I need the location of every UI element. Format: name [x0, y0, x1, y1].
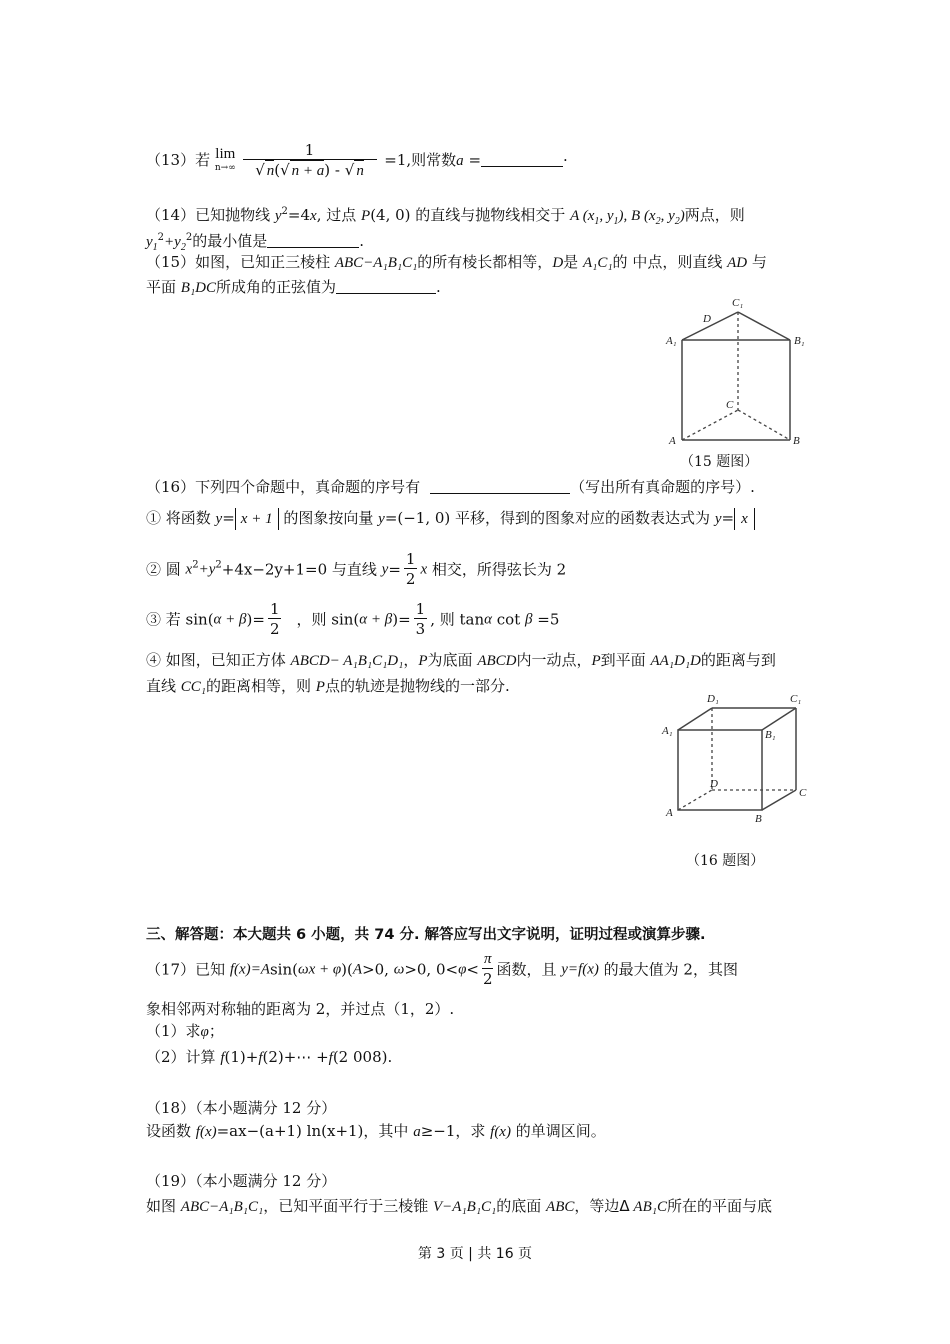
t: sin( — [269, 960, 298, 979]
frac-half-2 — [268, 600, 282, 639]
label-b: B — [755, 813, 762, 825]
t: 直线 — [146, 677, 181, 695]
q13-den-n: n — [265, 160, 275, 181]
q16-line-1 — [146, 477, 755, 497]
t: f — [258, 1050, 263, 1066]
t: )= — [392, 610, 411, 629]
label-a1: A₁ — [666, 335, 677, 347]
t: >0, — [362, 960, 394, 979]
t: （2）计算 — [146, 1048, 221, 1066]
t: x — [420, 561, 428, 578]
t: 是 — [563, 253, 583, 271]
t: >0, 0< — [404, 960, 459, 979]
t: α — [484, 611, 493, 628]
q19-line-2 — [146, 1196, 772, 1217]
t: D — [552, 255, 564, 271]
t: , y — [660, 208, 675, 224]
t: 为底面 — [427, 651, 478, 669]
cube-figure — [656, 690, 816, 826]
q16-prop-4-line-1 — [146, 650, 776, 671]
t: β — [525, 611, 533, 628]
t: =ax−(a+1) ln(x+1)，其中 — [216, 1122, 414, 1140]
t: 2 — [215, 559, 222, 571]
t: y — [215, 511, 223, 527]
t: (x) — [494, 1124, 511, 1140]
t: AA₁D₁D — [650, 653, 701, 669]
t: =A — [250, 961, 270, 978]
t: ，则 sin( — [296, 610, 360, 629]
t: 的单调区间。 — [510, 1122, 606, 1140]
q13-den-inner: n + a — [290, 160, 325, 181]
label-a1: A₁ — [662, 725, 673, 737]
t: )( — [341, 960, 353, 979]
t: AB₁C — [629, 1199, 667, 1215]
t: 1 — [594, 216, 600, 227]
label-b: B — [793, 435, 800, 447]
t: B₁DC — [180, 280, 216, 296]
t: 函数，且 — [496, 960, 562, 979]
t: 3 — [415, 620, 426, 638]
t: 2 — [185, 232, 193, 243]
label-c1: C₁ — [732, 297, 744, 309]
t: （16）下列四个命题中，真命题的序号有 — [146, 478, 421, 496]
t: x — [310, 208, 317, 224]
t: 1 — [269, 600, 280, 618]
q17-line-1 — [146, 950, 738, 994]
label-d: D — [710, 778, 718, 790]
t: AD — [727, 255, 748, 271]
t: 所在的平面与底 — [666, 1197, 772, 1215]
q16-answer-blank[interactable] — [430, 477, 570, 494]
t: (2)+⋯ + — [262, 1048, 329, 1066]
label-a: A — [666, 807, 673, 819]
t: (1)+ — [224, 1048, 259, 1066]
q16-prop-1 — [146, 508, 755, 532]
cube-front-face — [678, 730, 762, 810]
t: ，等边 — [574, 1197, 620, 1215]
page-footer: 第 3 页 | 共 16 页 — [417, 1246, 533, 1262]
t: ABC−A₁B₁C₁ — [180, 1199, 264, 1215]
t: （15）如图，已知正三棱柱 — [146, 253, 335, 271]
t: π — [483, 951, 492, 967]
edge-ac-hidden — [682, 410, 738, 440]
q13-den-tail: n — [354, 160, 364, 181]
t: ， — [403, 651, 419, 669]
prism-figure — [660, 292, 820, 452]
t: 2 — [281, 206, 288, 217]
t: 1 — [415, 600, 426, 618]
t: < — [466, 960, 479, 979]
t: 与 — [747, 253, 767, 271]
t: ), B (x — [618, 208, 656, 224]
t: 设函数 — [146, 1122, 196, 1140]
t: ≥−1，求 — [420, 1122, 491, 1140]
t: y — [274, 208, 282, 224]
t: （14）已知抛物线 — [146, 206, 275, 224]
t: =5 — [532, 610, 560, 629]
t: +y — [198, 561, 216, 578]
label-d1: D₁ — [707, 693, 719, 705]
t: 两点，则 — [684, 206, 745, 224]
t: =(−1, 0) 平移，得到的图象对应的函数表达式为 — [384, 509, 715, 527]
t: f — [229, 961, 235, 978]
t: x — [185, 561, 193, 578]
t: . — [359, 232, 364, 250]
t: （17）已知 — [146, 960, 230, 979]
t: 如图 — [146, 1197, 181, 1215]
edge-c1b1 — [738, 312, 790, 340]
q13-after: =1,则常数 — [384, 151, 457, 169]
t: 2 — [655, 216, 661, 227]
t: 的最小值是 — [192, 232, 268, 250]
t: P — [315, 679, 325, 695]
t: a — [413, 1124, 421, 1140]
q13-denominator: √ n(√ n + a) - √ n — [255, 161, 364, 179]
t: ABC−A₁B₁C₁ — [334, 255, 418, 271]
t: 的底面 — [496, 1197, 547, 1215]
t: A (x — [570, 208, 595, 224]
t: (4, 0) 的直线与抛物线相交于 — [370, 206, 571, 224]
t: 相交，所得弦长为 2 — [427, 560, 567, 579]
t: A₁C₁ — [582, 255, 613, 271]
t: ② 圆 — [146, 560, 186, 579]
t: ABCD− A₁B₁C₁D₁ — [290, 653, 404, 669]
abs-x: x — [734, 508, 755, 530]
t: 1 — [613, 216, 619, 227]
q17-line-3 — [146, 1021, 224, 1042]
t: , 过点 — [316, 206, 362, 224]
t: ，已知平面平行于三棱锥 — [263, 1197, 433, 1215]
t: , 则 tan — [430, 610, 485, 629]
t: ABC — [546, 1199, 575, 1215]
t: ④ 如图，已知正方体 — [146, 651, 291, 669]
abs-x-plus-1: x + 1 — [235, 508, 279, 530]
t: 1 — [152, 242, 158, 253]
q19-line-1: （19）（本小题满分 12 分） — [146, 1172, 337, 1190]
t: 2 — [269, 620, 280, 638]
label-d: D — [703, 313, 711, 325]
t: ① 将函数 — [146, 509, 216, 527]
label-c: C — [799, 787, 807, 799]
t: ③ 若 sin( — [146, 610, 214, 629]
label-c1: C₁ — [790, 693, 802, 705]
q17-line-2: 象相邻两对称轴的距离为 2，并过点（1，2）. — [146, 1000, 455, 1018]
q18-line-1: （18）（本小题满分 12 分） — [146, 1099, 337, 1117]
t: CC₁ — [180, 679, 207, 695]
t: α + β — [213, 611, 247, 628]
t: (x) — [582, 961, 599, 978]
t: V−A₁B₁C₁ — [433, 1199, 497, 1215]
q13-a: a — [456, 153, 464, 169]
label-b1: B₁ — [765, 729, 776, 741]
frac-pi-over-2 — [482, 950, 494, 989]
t: ABCD — [477, 653, 517, 669]
t: Δ — [619, 1197, 630, 1215]
t: 的最大值为 2，其图 — [598, 960, 738, 979]
t: ) — [679, 208, 685, 224]
t: (x) — [234, 961, 251, 978]
t: +y — [164, 234, 181, 250]
q17-line-4 — [146, 1047, 392, 1068]
t: 点的轨迹是抛物线的一部分. — [324, 677, 510, 695]
t: f — [490, 1124, 495, 1140]
q13-lim-sub: n→∞ — [214, 163, 236, 173]
q15-line-1 — [146, 252, 767, 273]
t: y — [381, 561, 389, 578]
t: y — [714, 511, 722, 527]
t: =4 — [287, 206, 311, 224]
t: 2 — [674, 216, 680, 227]
q15-caption: （15 题图） — [680, 454, 759, 470]
q16-prop-2 — [146, 550, 566, 594]
t: P — [418, 653, 428, 669]
t: P — [591, 653, 601, 669]
t: （1）求 — [146, 1022, 201, 1040]
t: , y — [599, 208, 614, 224]
t: α + β — [359, 611, 393, 628]
t: A — [352, 961, 363, 978]
q16-caption: （16 题图） — [686, 853, 765, 869]
label-a: A — [669, 435, 676, 447]
t: 的距离相等，则 — [206, 677, 316, 695]
frac-third — [414, 600, 428, 639]
t: = — [721, 509, 735, 527]
t: = — [388, 560, 401, 579]
q13-line: （13）若 lim n→∞ $\frac{1}{√ n(√ n + a) - √ n}$ =1,则常数a = · — [146, 141, 568, 179]
t: (x) — [199, 1124, 217, 1140]
edge-ad-hidden — [678, 790, 712, 810]
t: ωx + φ — [298, 961, 342, 978]
t: 平面 — [146, 278, 181, 296]
t: 2 — [180, 242, 186, 253]
q13-limit — [215, 147, 236, 175]
q13-lim: lim — [215, 146, 236, 162]
t: ； — [208, 1022, 224, 1040]
t: (2 008). — [332, 1048, 393, 1066]
edge-bc — [762, 790, 796, 810]
t: P — [361, 208, 371, 224]
q16-prop-3 — [146, 600, 559, 644]
t: 的所有棱长都相等， — [417, 253, 553, 271]
frac-half — [404, 550, 418, 589]
q14-answer-blank[interactable] — [267, 231, 359, 248]
q15-line-2 — [146, 277, 441, 298]
t: f — [195, 1124, 200, 1140]
q18-line-2 — [146, 1121, 606, 1142]
t: = — [222, 509, 235, 527]
t: cot — [492, 610, 526, 629]
t: 2 — [157, 232, 165, 243]
edge-cb-hidden — [738, 410, 790, 440]
t: y — [378, 511, 385, 527]
t: 所成角的正弦值为 — [216, 278, 337, 296]
label-b1: B₁ — [794, 335, 805, 347]
label-c: C — [726, 399, 734, 411]
t: 到平面 — [600, 651, 651, 669]
t: )= — [246, 610, 265, 629]
t: 2 — [482, 970, 493, 988]
t: . — [436, 278, 441, 296]
q16-prop-4-line-2 — [146, 676, 510, 697]
t: y — [146, 234, 153, 250]
section-3-title: 三、解答题：本大题共 6 小题，共 74 分. 解答应写出文字说明，证明过程或演算步骤. — [146, 927, 706, 943]
t: f — [328, 1050, 333, 1066]
t: +4x−2y+1=0 与直线 — [221, 560, 382, 579]
t: 2 — [192, 559, 199, 571]
q13-fraction — [243, 141, 377, 181]
t: 1 — [405, 550, 416, 568]
edge-a1d1 — [678, 708, 712, 730]
edge-b1c1 — [762, 708, 796, 730]
t: 的 中点，则直线 — [612, 253, 728, 271]
q13-number: （13）若 — [146, 151, 211, 169]
t: φ — [200, 1024, 209, 1040]
t: 内一动点， — [516, 651, 592, 669]
t: 的距离与到 — [700, 651, 776, 669]
t: 的图象按向量 — [283, 509, 379, 527]
t: （写出所有真命题的序号）. — [570, 478, 755, 496]
q13-eq: = — [463, 151, 482, 169]
q13-answer-blank[interactable] — [481, 156, 563, 167]
t: y=f — [561, 961, 583, 978]
q13-numerator: 1 — [243, 141, 377, 160]
t: f — [220, 1050, 225, 1066]
t: φ — [458, 961, 467, 978]
t: 2 — [405, 570, 416, 588]
q15-answer-blank[interactable] — [336, 277, 436, 294]
t: ω — [393, 961, 405, 978]
